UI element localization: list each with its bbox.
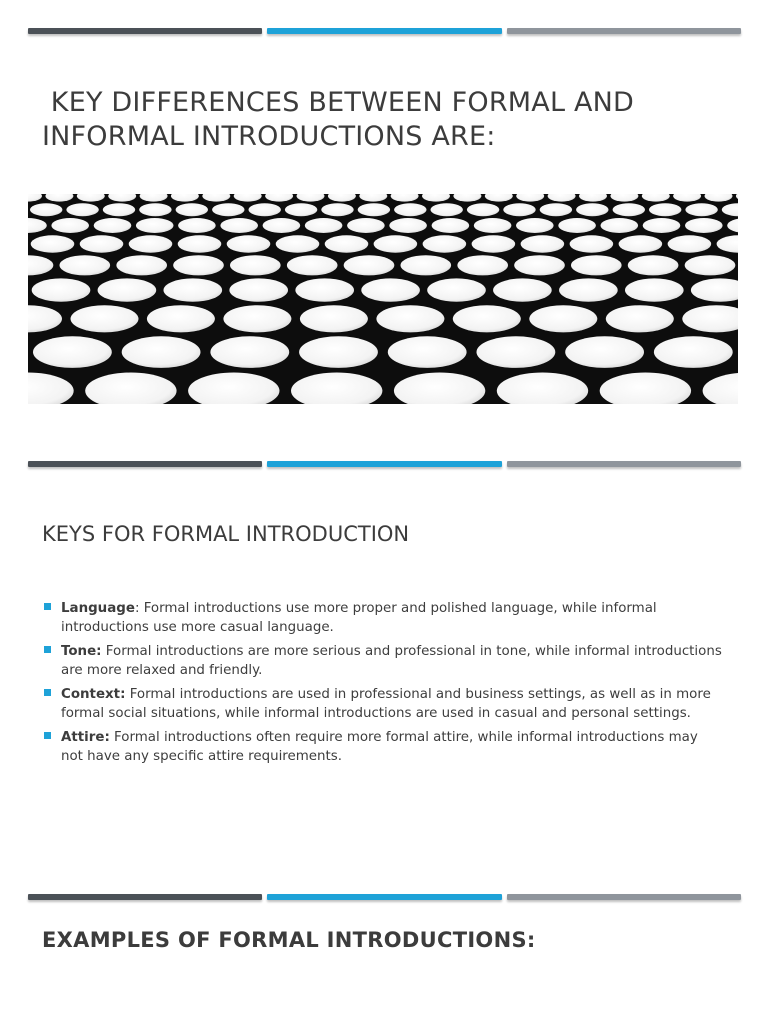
disc-shape xyxy=(571,255,622,275)
bullet-text: Formal introductions are used in professional and business settings, as well as in more formal social situations, while informal introductions are used in casual and personal settings. xyxy=(61,687,711,721)
disc-shape xyxy=(305,218,343,233)
disc-shape xyxy=(344,255,395,275)
disc-shape xyxy=(540,203,572,216)
disc-shape xyxy=(227,235,271,252)
discs-illustration xyxy=(28,194,738,404)
disc-shape xyxy=(77,194,105,202)
disc-shape xyxy=(33,336,112,368)
disc-shape xyxy=(229,278,288,301)
disc-shape xyxy=(358,203,390,216)
disc-shape xyxy=(374,235,418,252)
disc-shape xyxy=(32,278,91,301)
white-discs-photo xyxy=(28,194,738,404)
disc-shape xyxy=(521,235,565,252)
disc-shape xyxy=(136,218,174,233)
disc-shape xyxy=(422,194,450,202)
divider-segment-dark xyxy=(28,894,262,900)
divider-segment-gray xyxy=(507,461,741,467)
disc-shape xyxy=(94,218,132,233)
disc-shape xyxy=(328,194,356,202)
disc-shape xyxy=(80,235,124,252)
disc-shape xyxy=(325,235,369,252)
disc-shape xyxy=(285,203,317,216)
divider-segment-dark xyxy=(28,28,262,34)
bullet-text: : Formal introductions use more proper and polished language, while informal introductions use more casual language. xyxy=(61,601,657,635)
disc-shape xyxy=(28,373,74,405)
bullet-item-tone xyxy=(42,643,722,680)
disc-shape xyxy=(717,235,738,252)
disc-shape xyxy=(558,218,596,233)
disc-shape xyxy=(178,218,216,233)
disc-shape xyxy=(628,255,679,275)
disc-shape xyxy=(548,194,576,202)
disc-shape xyxy=(453,305,521,332)
disc-shape xyxy=(516,194,544,202)
bullet-item-context xyxy=(42,686,722,723)
disc-shape xyxy=(654,336,733,368)
disc-shape xyxy=(297,194,325,202)
disc-shape xyxy=(576,203,608,216)
bullet-item-language xyxy=(42,600,722,637)
disc-shape xyxy=(703,373,738,405)
disc-shape xyxy=(485,194,513,202)
disc-shape xyxy=(359,194,387,202)
disc-shape xyxy=(300,305,368,332)
disc-shape xyxy=(493,278,552,301)
disc-shape xyxy=(394,373,485,405)
disc-shape xyxy=(129,235,173,252)
square-bullet-icon xyxy=(44,689,51,696)
disc-shape xyxy=(71,305,139,332)
disc-shape xyxy=(559,278,618,301)
disc-shape xyxy=(249,203,281,216)
disc-shape xyxy=(212,203,244,216)
disc-shape xyxy=(299,336,378,368)
disc-shape xyxy=(164,278,223,301)
disc-shape xyxy=(453,194,481,202)
disc-shape xyxy=(389,218,427,233)
disc-shape xyxy=(579,194,607,202)
disc-shape xyxy=(427,278,486,301)
square-bullet-icon xyxy=(44,603,51,610)
disc-shape xyxy=(171,194,199,202)
disc-shape xyxy=(391,194,419,202)
disc-shape xyxy=(673,194,701,202)
disc-shape xyxy=(642,194,670,202)
disc-shape xyxy=(705,194,733,202)
disc-shape xyxy=(140,194,168,202)
disc-shape xyxy=(457,255,508,275)
disc-shape xyxy=(60,255,111,275)
disc-shape xyxy=(565,336,644,368)
bullet-text: Formal introductions are more serious and professional in tone, while informal introductions are more relaxed and friendly. xyxy=(61,644,722,678)
disc-shape xyxy=(394,203,426,216)
disc-shape xyxy=(30,203,62,216)
disc-shape xyxy=(474,218,512,233)
disc-shape xyxy=(727,218,738,233)
disc-shape xyxy=(503,203,535,216)
disc-shape xyxy=(432,218,470,233)
disc-shape xyxy=(116,255,167,275)
bullet-item-attire xyxy=(42,729,722,766)
disc-shape xyxy=(176,203,208,216)
disc-shape xyxy=(321,203,353,216)
disc-shape xyxy=(210,336,289,368)
disc-shape xyxy=(685,255,736,275)
disc-shape xyxy=(103,203,135,216)
square-bullet-icon xyxy=(44,646,51,653)
bottom-divider-rule xyxy=(28,894,741,902)
slide-title-examples: EXAMPLES OF FORMAL INTRODUCTIONS: xyxy=(42,928,536,952)
slide-title-key-differences: KEY DIFFERENCES BETWEEN FORMAL AND INFORMAL INTRODUCTIONS ARE: xyxy=(42,87,643,152)
divider-segment-blue xyxy=(267,461,501,467)
bullet-term: Attire: xyxy=(61,730,110,745)
divider-segment-gray xyxy=(507,894,741,900)
disc-shape xyxy=(467,203,499,216)
disc-shape xyxy=(147,305,215,332)
disc-shape xyxy=(202,194,230,202)
disc-shape xyxy=(722,203,738,216)
disc-shape xyxy=(188,373,279,405)
disc-shape xyxy=(28,305,62,332)
disc-shape xyxy=(223,305,291,332)
disc-shape xyxy=(220,218,258,233)
disc-shape xyxy=(388,336,467,368)
top-divider-rule xyxy=(28,28,741,36)
slide-title-keys-formal: KEYS FOR FORMAL INTRODUCTION xyxy=(42,522,410,546)
disc-shape xyxy=(682,305,738,332)
disc-shape xyxy=(361,278,420,301)
disc-shape xyxy=(477,336,556,368)
disc-shape xyxy=(529,305,597,332)
bullet-text: Formal introductions often require more formal attire, while informal introductions may not have any specific attire requirements. xyxy=(61,730,698,764)
disc-shape xyxy=(66,203,98,216)
keys-bullet-list xyxy=(42,600,722,772)
disc-shape xyxy=(28,194,42,202)
disc-shape xyxy=(472,235,516,252)
disc-shape xyxy=(85,373,176,405)
disc-shape xyxy=(291,373,382,405)
disc-shape xyxy=(276,235,320,252)
disc-shape xyxy=(376,305,444,332)
disc-shape xyxy=(619,235,663,252)
disc-shape xyxy=(122,336,201,368)
disc-shape xyxy=(347,218,385,233)
disc-shape xyxy=(234,194,262,202)
disc-shape xyxy=(497,373,588,405)
divider-segment-gray xyxy=(507,28,741,34)
disc-shape xyxy=(31,235,75,252)
disc-shape xyxy=(431,203,463,216)
disc-shape xyxy=(601,218,639,233)
disc-shape xyxy=(263,218,301,233)
disc-shape xyxy=(51,218,89,233)
disc-shape xyxy=(139,203,171,216)
disc-shape xyxy=(668,235,712,252)
disc-shape xyxy=(230,255,281,275)
square-bullet-icon xyxy=(44,732,51,739)
disc-shape xyxy=(570,235,614,252)
disc-shape xyxy=(685,203,717,216)
disc-shape xyxy=(265,194,293,202)
disc-shape xyxy=(173,255,224,275)
disc-shape xyxy=(606,305,674,332)
disc-shape xyxy=(295,278,354,301)
bullet-term: Tone: xyxy=(61,644,102,659)
disc-shape xyxy=(178,235,222,252)
disc-shape xyxy=(516,218,554,233)
disc-shape xyxy=(423,235,467,252)
disc-shape xyxy=(514,255,565,275)
disc-shape xyxy=(45,194,73,202)
disc-shape xyxy=(28,218,47,233)
disc-shape xyxy=(613,203,645,216)
bullet-term: Context: xyxy=(61,687,126,702)
disc-shape xyxy=(685,218,723,233)
disc-shape xyxy=(691,278,738,301)
disc-shape xyxy=(28,255,53,275)
divider-segment-dark xyxy=(28,461,262,467)
disc-shape xyxy=(736,194,738,202)
disc-shape xyxy=(287,255,338,275)
disc-shape xyxy=(98,278,157,301)
divider-segment-blue xyxy=(267,28,501,34)
disc-shape xyxy=(643,218,681,233)
disc-shape xyxy=(401,255,452,275)
disc-shape xyxy=(108,194,136,202)
disc-shape xyxy=(600,373,691,405)
middle-divider-rule xyxy=(28,461,741,469)
disc-shape xyxy=(625,278,684,301)
disc-shape xyxy=(610,194,638,202)
bullet-term: Language xyxy=(61,601,135,616)
disc-shape xyxy=(649,203,681,216)
divider-segment-blue xyxy=(267,894,501,900)
